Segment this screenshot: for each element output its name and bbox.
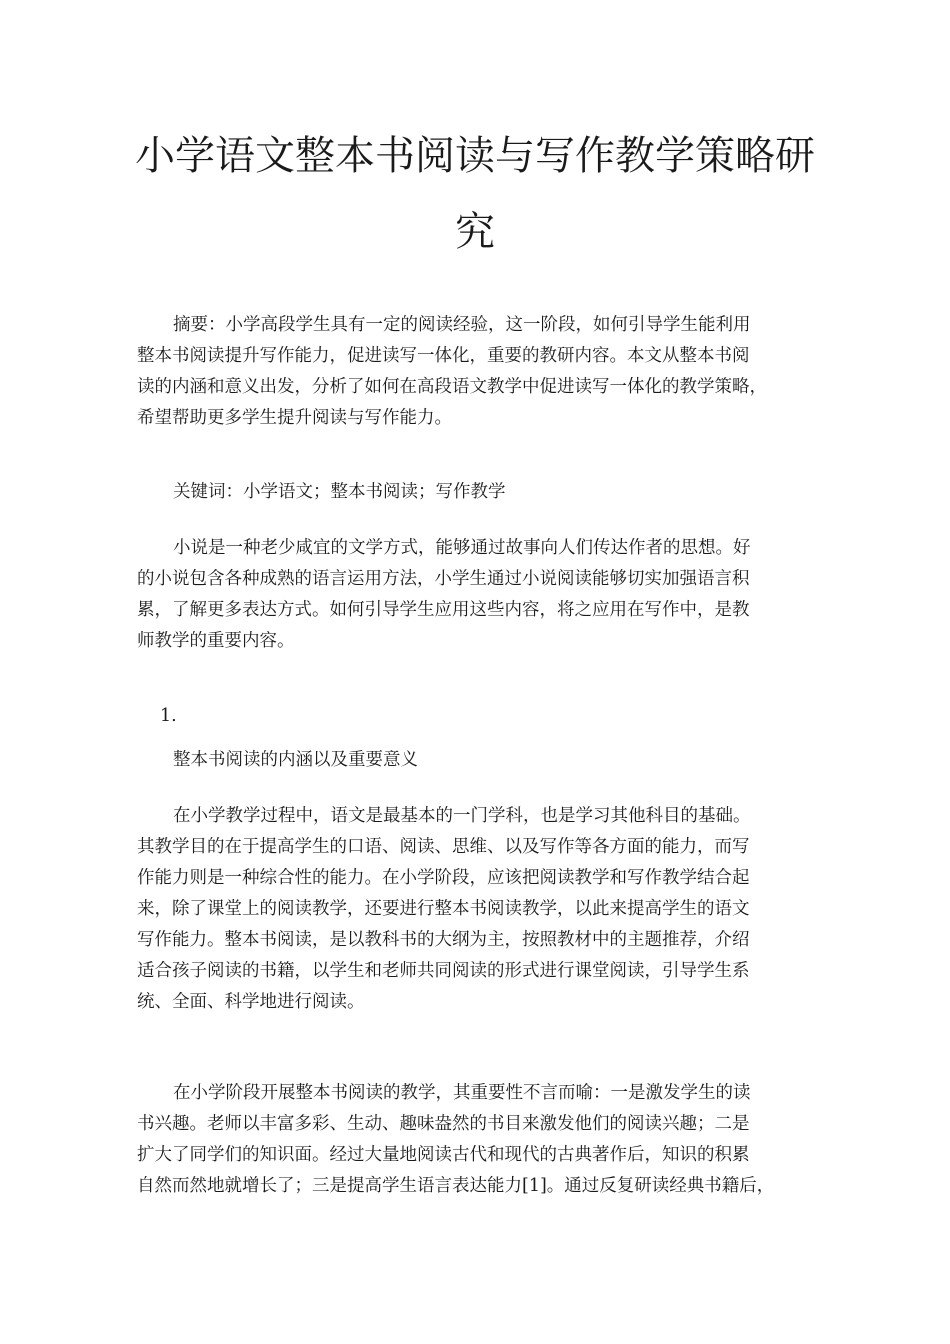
abstract-line: 读的内涵和意义出发，分析了如何在高段语文教学中促进读写一体化的教学策略， (137, 377, 767, 397)
body-paragraph-1 (137, 801, 827, 1018)
abstract-line: 希望帮助更多学生提升阅读与写作能力。 (137, 408, 452, 428)
body-line: 扩大了同学们的知识面。经过大量地阅读古代和现代的古典著作后，知识的积累 (137, 1145, 750, 1165)
intro-line: 的小说包含各种成熟的语言运用方法，小学生通过小说阅读能够切实加强语言积 (137, 569, 750, 589)
body-line: 来，除了课堂上的阅读教学，还要进行整本书阅读教学，以此来提高学生的语文 (137, 899, 750, 919)
body-line: 写作能力。整本书阅读，是以教科书的大纲为主，按照教材中的主题推荐，介绍 (137, 930, 750, 950)
intro-line: 小说是一种老少咸宜的文学方式，能够通过故事向人们传达作者的思想。好 (173, 538, 751, 558)
abstract-paragraph (137, 310, 827, 434)
keywords-paragraph (137, 477, 827, 508)
body-line: 适合孩子阅读的书籍，以学生和老师共同阅读的形式进行课堂阅读，引导学生系 (137, 961, 750, 981)
section-number-text: 1. (160, 706, 177, 726)
body-line: 在小学教学过程中，语文是最基本的一门学科，也是学习其他科目的基础。 (173, 806, 751, 826)
section-number (160, 701, 850, 732)
title-line-1: 小学语文整本书阅读与写作教学策略研 (135, 133, 815, 179)
keywords-line: 关键词：小学语文；整本书阅读；写作教学 (173, 482, 506, 502)
body-line: 书兴趣。老师以丰富多彩、生动、趣味盎然的书目来激发他们的阅读兴趣；二是 (137, 1114, 750, 1134)
section-title-text: 整本书阅读的内涵以及重要意义 (173, 750, 418, 770)
document-title (130, 118, 820, 270)
body-line: 其教学目的在于提高学生的口语、阅读、思维、以及写作等各方面的能力，而写 (137, 837, 750, 857)
body-line: 自然而然地就增长了；三是提高学生语言表达能力[1]。通过反复研读经典书籍后， (137, 1176, 775, 1196)
body-paragraph-2 (137, 1078, 827, 1202)
title-line-2: 究 (455, 209, 495, 255)
abstract-line: 整本书阅读提升写作能力，促进读写一体化，重要的教研内容。本文从整本书阅 (137, 346, 750, 366)
body-line: 在小学阶段开展整本书阅读的教学，其重要性不言而喻：一是激发学生的读 (173, 1083, 751, 1103)
intro-line: 师教学的重要内容。 (137, 631, 295, 651)
intro-paragraph (137, 533, 827, 657)
section-heading (137, 745, 827, 776)
abstract-line: 摘要：小学高段学生具有一定的阅读经验，这一阶段，如何引导学生能利用 (173, 315, 751, 335)
body-line: 作能力则是一种综合性的能力。在小学阶段，应该把阅读教学和写作教学结合起 (137, 868, 750, 888)
intro-line: 累，了解更多表达方式。如何引导学生应用这些内容，将之应用在写作中，是教 (137, 600, 750, 620)
body-line: 统、全面、科学地进行阅读。 (137, 992, 365, 1012)
